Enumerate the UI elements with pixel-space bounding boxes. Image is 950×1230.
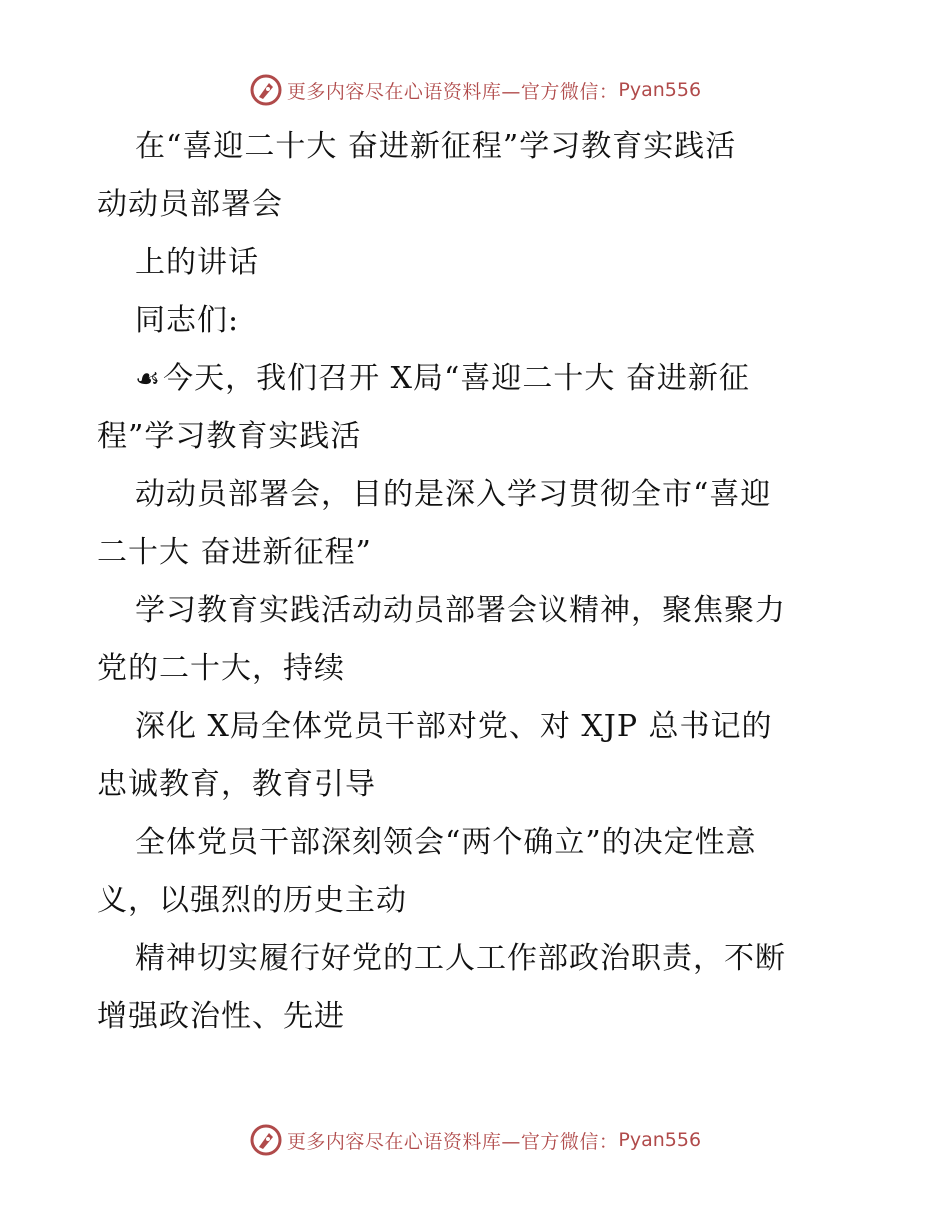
line-text: 精神切实履行好党的工人工作部政治职责，不断 <box>135 941 786 976</box>
line-text: 义，以强烈的历史主动 <box>97 883 407 918</box>
document-line <box>97 698 857 756</box>
document-body <box>97 118 857 1046</box>
line-text: 党的二十大，持续 <box>97 651 345 686</box>
document-line <box>97 988 857 1046</box>
line-text: 今天，我们召开 X局“喜迎二十大 奋进新征 <box>163 361 750 396</box>
document-line <box>97 408 857 466</box>
document-line <box>97 176 857 234</box>
line-text: 深化 X局全体党员干部对党、对 XJP 总书记的 <box>135 709 773 744</box>
line-text: 全体党员干部深刻领会“两个确立”的决定性意 <box>135 825 757 860</box>
footer-watermark <box>0 1120 950 1160</box>
fleuron-bullet-icon: ☙ <box>135 362 162 395</box>
document-line <box>97 814 857 872</box>
line-text: 忠诚教育，教育引导 <box>97 767 376 802</box>
document-line <box>97 350 857 408</box>
header-watermark <box>0 70 950 110</box>
line-text: 增强政治性、先进 <box>97 999 345 1034</box>
line-text: 同志们: <box>135 303 240 338</box>
watermark-contact: Pyan556 <box>618 79 702 101</box>
line-text: 学习教育实践活动动员部署会议精神，聚焦聚力 <box>135 593 786 628</box>
document-line <box>97 234 857 292</box>
document-line <box>97 582 857 640</box>
line-text: 在“喜迎二十大 奋进新征程”学习教育实践活 <box>135 129 737 164</box>
line-text: 上的讲话 <box>135 245 259 280</box>
document-line <box>97 466 857 524</box>
line-text: 动动员部署会，目的是深入学习贯彻全市“喜迎 <box>135 477 772 512</box>
document-line <box>97 292 857 350</box>
line-text: 程”学习教育实践活 <box>97 419 362 454</box>
document-line <box>97 872 857 930</box>
document-line <box>97 640 857 698</box>
watermark-text: 更多内容尽在心语资料库—官方微信： <box>286 1130 619 1153</box>
line-text: 动动员部署会 <box>97 187 283 222</box>
watermark-contact: Pyan556 <box>618 1129 702 1151</box>
watermark-text: 更多内容尽在心语资料库—官方微信： <box>286 80 619 103</box>
document-line <box>97 930 857 988</box>
document-line <box>97 118 857 176</box>
line-text: 二十大 奋进新征程” <box>97 535 372 570</box>
document-line <box>97 524 857 582</box>
document-line <box>97 756 857 814</box>
pen-nib-logo-icon <box>249 1123 283 1157</box>
pen-nib-logo-icon <box>249 73 283 107</box>
